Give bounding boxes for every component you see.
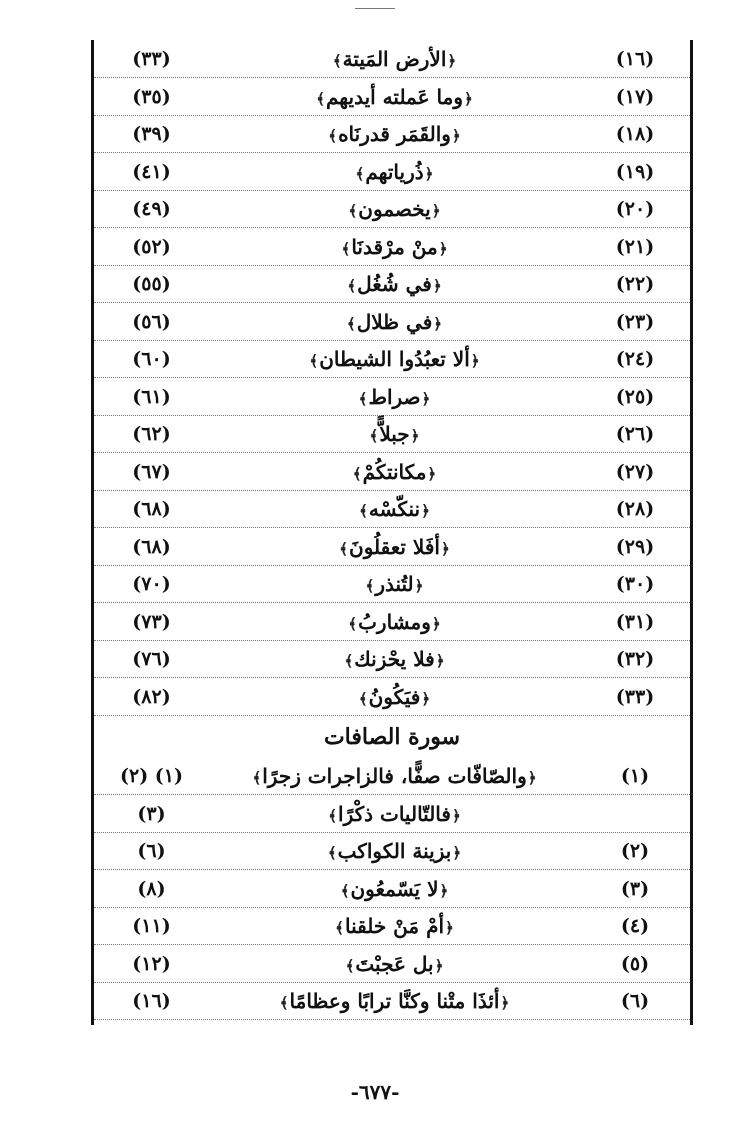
ornate-bracket-open: ﴿ [421,501,430,520]
quranic-word [209,685,580,709]
quranic-word [209,310,580,334]
word-text: ومشاربُ [358,609,431,634]
quranic-word [209,422,580,446]
ornate-bracket-close: ﴾ [309,351,319,370]
index-table [91,40,693,1025]
verse-reference: (٨٢) [132,685,171,708]
index-row [94,190,690,228]
ornate-bracket-close: ﴾ [346,314,356,333]
index-row [94,982,690,1020]
entry-number: (١٧) [615,85,655,108]
word-text: والصّافّات صفًّا، فالزاجرات زجرًا [262,763,527,788]
ornate-bracket-close: ﴾ [345,956,355,975]
verse-reference: (٥٦) [132,310,171,333]
entry-number: (٣١) [615,610,655,633]
word-text: صراط [368,384,421,409]
ornate-bracket-close: ﴾ [358,689,368,708]
index-row [94,340,690,378]
verse-reference: (٦٧) [132,460,171,483]
verse-reference: (٦) [137,839,166,862]
word-text: ننكّسْه [368,496,421,521]
index-row [94,757,690,795]
verse-reference: (٥٥) [132,272,171,295]
quranic-word [209,460,580,484]
index-row [94,265,690,303]
ornate-bracket-close: ﴾ [344,651,354,670]
verse-reference: (٨) [137,877,166,900]
quranic-word [209,572,580,596]
quranic-word [209,914,580,938]
entry-number: (٢٩) [615,535,655,558]
index-row [94,453,690,491]
ornate-bracket-open: ﴿ [441,539,450,558]
index-row [94,153,690,191]
verse-reference: (٣٩) [132,122,171,145]
ornate-bracket-open: ﴿ [452,843,462,862]
quranic-word [209,160,580,184]
verse-reference: (٦٨) [132,535,171,558]
word-text: في ظلال [356,309,433,334]
word-text: وما عَملته أيديهم [326,84,463,109]
entry-number: (١٨) [615,122,655,145]
entry-number: (٢١) [615,235,655,258]
verse-reference: (٧٠) [132,572,171,595]
ornate-bracket-close: ﴾ [339,539,348,558]
entry-number: (٦) [620,989,650,1012]
quranic-word [209,764,580,788]
entry-number: (٤) [620,914,650,937]
ornate-bracket-open: ﴿ [432,276,442,295]
quranic-word [209,347,580,371]
quranic-word [209,952,580,976]
verse-reference: (٦٠) [132,347,171,370]
entry-number: (١٩) [615,160,655,183]
verse-reference: (٦٢) [132,422,171,445]
ornate-bracket-close: ﴾ [328,126,338,145]
word-text: الأرض المَيتة [342,46,447,71]
quranic-word [209,877,580,901]
word-text: فلا يحْزنك [354,646,435,671]
ornate-bracket-open: ﴿ [439,881,449,900]
quranic-word [209,122,580,146]
header-rule [355,8,395,9]
ornate-bracket-close: ﴾ [340,881,350,900]
quranic-word [209,47,580,71]
entry-number: (١) [620,764,650,787]
ornate-bracket-open: ﴿ [451,126,461,145]
ornate-bracket-close: ﴾ [352,464,362,483]
verse-reference: (٦٨) [132,497,171,520]
index-row [94,832,690,870]
verse-reference: (٥٢) [132,235,171,258]
quranic-word [209,610,580,634]
entry-number: (٢٨) [615,497,655,520]
ornate-bracket-close: ﴾ [335,918,344,937]
ornate-bracket-close: ﴾ [341,239,351,258]
entry-number: (٢٢) [615,272,655,295]
verse-reference: (٤٩) [132,197,171,220]
word-text: فيَكُونُ [368,684,421,709]
entry-number: (٢٠) [615,197,655,220]
ornate-bracket-open: ﴿ [445,918,454,937]
index-row [94,40,690,78]
ornate-bracket-open: ﴿ [447,51,457,70]
index-row [94,303,690,341]
quranic-word [209,235,580,259]
index-row [94,78,690,116]
index-row [94,115,690,153]
surah-heading: سورة الصافات [323,724,461,750]
ornate-bracket-open: ﴿ [463,89,473,108]
ornate-bracket-open: ﴿ [434,956,444,975]
ornate-bracket-open: ﴿ [527,768,537,787]
ornate-bracket-open: ﴿ [500,993,510,1012]
ornate-bracket-close: ﴾ [327,843,337,862]
ornate-bracket-close: ﴾ [332,51,342,70]
quranic-word [209,497,580,521]
index-row [94,603,690,641]
entry-number: (٣) [620,877,650,900]
quranic-word [209,647,580,671]
quranic-word [209,989,580,1013]
ornate-bracket-close: ﴾ [348,201,358,220]
ornate-bracket-open: ﴿ [438,239,448,258]
verse-reference: (٣٥) [132,85,171,108]
entry-number: (٣٠) [615,572,655,595]
word-text: جبلاًّ [379,421,410,446]
ornate-bracket-open: ﴿ [424,164,434,183]
quranic-word [209,839,580,863]
word-text: مكانتكُمْ [362,459,427,484]
ornate-bracket-close: ﴾ [279,993,289,1012]
ornate-bracket-close: ﴾ [316,89,325,108]
index-row [94,490,690,528]
entry-number: (٣٣) [615,685,655,708]
ornate-bracket-close: ﴾ [369,426,379,445]
ornate-bracket-open: ﴿ [421,689,431,708]
index-row [94,907,690,945]
ornate-bracket-open: ﴿ [431,201,441,220]
verse-reference: (١١) [132,914,171,937]
word-text: ذُرياتهم [365,159,424,184]
ornate-bracket-close: ﴾ [252,768,262,787]
ornate-bracket-open: ﴿ [470,351,480,370]
quranic-word [209,85,580,109]
word-text: فالتّاليات ذكْرًا [338,801,451,826]
word-text: ألا تعبُدُوا الشيطان [319,346,470,371]
index-row [94,640,690,678]
ornate-bracket-open: ﴿ [451,806,461,825]
index-row [94,795,690,833]
index-row [94,945,690,983]
ornate-bracket-open: ﴿ [435,651,445,670]
entry-number: (٢) [620,839,650,862]
entry-number: (٢٧) [615,460,655,483]
ornate-bracket-close: ﴾ [359,501,368,520]
quranic-word [209,535,580,559]
ornate-bracket-close: ﴾ [365,576,375,595]
ornate-bracket-close: ﴾ [328,806,338,825]
verse-reference: (٣٣) [132,47,171,70]
index-row [94,528,690,566]
verse-reference: (٣) [137,802,166,825]
verse-reference: (٧٦) [132,647,171,670]
ornate-bracket-close: ﴾ [348,614,358,633]
verse-reference: (١) (٢) [119,764,184,787]
quranic-word [209,385,580,409]
word-text: في شُغُل [357,271,432,296]
ornate-bracket-open: ﴿ [421,389,431,408]
verse-reference: (٤١) [132,160,171,183]
verse-reference: (١٢) [132,952,171,975]
verse-reference: (٧٣) [132,610,171,633]
entry-number: (٢٦) [615,422,655,445]
ornate-bracket-close: ﴾ [347,276,357,295]
index-row [94,378,690,416]
ornate-bracket-open: ﴿ [427,464,437,483]
ornate-bracket-close: ﴾ [355,164,365,183]
verse-reference: (٦١) [132,385,171,408]
ornate-bracket-open: ﴿ [414,576,424,595]
entry-number: (٥) [620,952,650,975]
ornate-bracket-open: ﴿ [410,426,420,445]
word-text: والقَمَر قدرنَاه [338,121,451,146]
entry-number: (٢٥) [615,385,655,408]
word-text: لا يَسّمعُون [350,876,439,901]
word-text: يخصمون [358,196,431,221]
word-text: أمْ مَنْ خلقنا [344,913,445,938]
entry-number: (١٦) [615,47,655,70]
word-text: لتُنذر [375,571,414,596]
ornate-bracket-open: ﴿ [433,314,443,333]
index-row [94,870,690,908]
word-text: أفَلا تعقلُونَ [349,534,440,559]
quranic-word [209,272,580,296]
word-text: بزينة الكواكب [337,838,452,863]
word-text: منْ مرْقدنَا [351,234,438,259]
index-row [94,415,690,453]
ornate-bracket-close: ﴾ [358,389,368,408]
entry-number: (٣٢) [615,647,655,670]
index-row [94,228,690,266]
entry-number: (٢٣) [615,310,655,333]
quranic-word [209,197,580,221]
word-text: أئذَا متْنا وكنَّا ترابًا وعظامًا [289,988,500,1013]
verse-reference: (١٦) [132,989,171,1012]
index-row [94,565,690,603]
entry-number: (٢٤) [615,347,655,370]
ornate-bracket-open: ﴿ [431,614,441,633]
index-row [94,678,690,716]
word-text: بل عَجبْتَ [355,951,434,976]
page-number: -٦٧٧- [350,1080,400,1104]
quranic-word [209,802,580,826]
